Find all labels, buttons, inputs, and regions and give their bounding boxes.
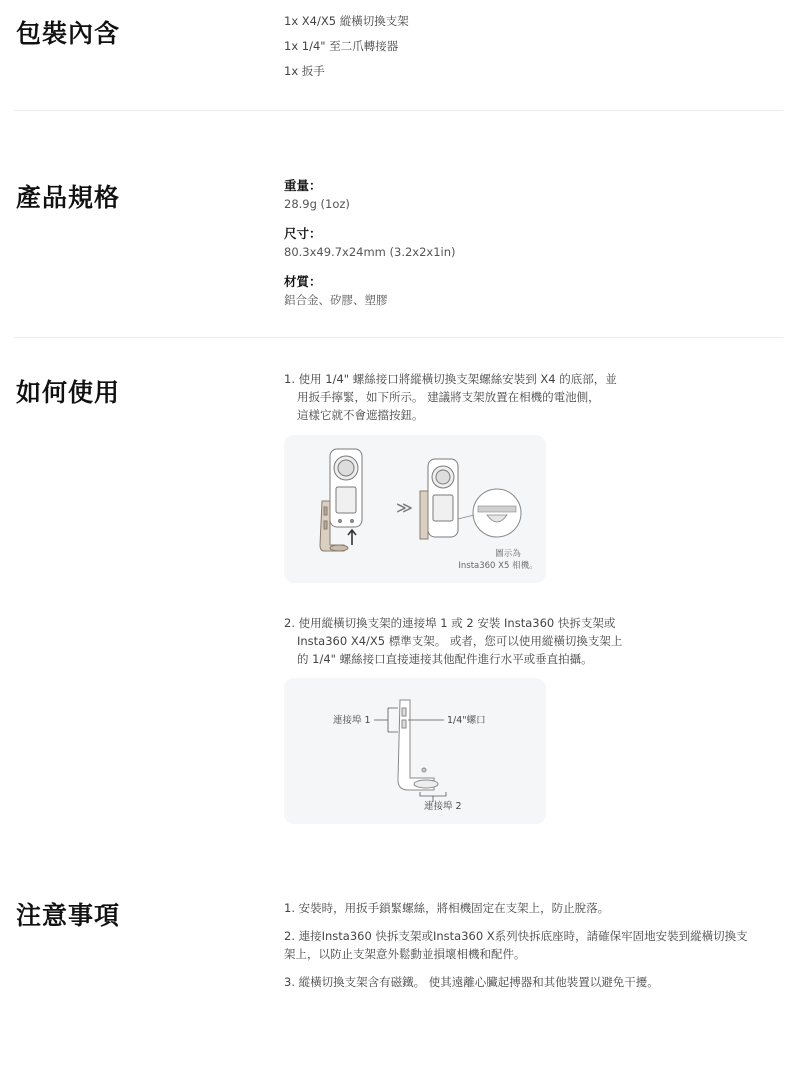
figure1-caption: 圖示為: [495, 549, 521, 559]
bracket-illustration: [398, 700, 438, 790]
arrow-up-icon: [348, 530, 356, 545]
specs-list: [284, 177, 784, 321]
mounted-camera-illustration: [420, 459, 458, 539]
package-section: [14, 0, 783, 110]
step1-line: 這樣它就不會遮擋按鈕。: [297, 408, 424, 422]
spec-value-size: 80.3x49.7x24mm (3.2x2x1in): [284, 245, 456, 259]
specs-section: [14, 111, 783, 336]
usage-step-1: [284, 370, 784, 424]
notes-title: 注意事項: [16, 901, 121, 930]
port1-callout-line: [374, 708, 398, 732]
step2-line: Insta360 X4/X5 標準支架。 或者，您可以使用縱橫切換支架上: [297, 634, 623, 648]
notes-section: [14, 890, 783, 1030]
package-list: [284, 9, 784, 84]
note-item: [284, 927, 784, 963]
usage-step-2: [284, 614, 784, 668]
zoom-detail-illustration: [458, 489, 521, 537]
screw-label: 1/4"螺口: [447, 715, 486, 726]
notes-list: [284, 899, 784, 1001]
usage-title: 如何使用: [16, 378, 121, 407]
camera-illustration: [330, 449, 362, 527]
install-illustration: [284, 435, 546, 583]
spec-label-material: 材質：: [284, 274, 322, 289]
ports-illustration: [284, 678, 546, 824]
ports-diagram: [284, 678, 546, 824]
package-item: 1x 扳手: [284, 64, 325, 78]
step1-line: 1. 使用 1/4" 螺絲接口將縱橫切換支架螺絲安裝到 X4 的底部，並: [284, 372, 617, 386]
note-line: 架上，以防止支架意外鬆動並損壞相機和配件。: [284, 947, 526, 961]
spec-value-weight: 28.9g (1oz): [284, 197, 350, 211]
step2-line: 2. 使用縱橫切換支架的連接埠 1 或 2 安裝 Insta360 快拆支架或: [284, 616, 616, 630]
specs-title: 產品規格: [16, 183, 121, 212]
usage-section: [14, 338, 783, 838]
port2-label: 連接埠 2: [424, 801, 462, 812]
package-item: 1x X4/X5 縱橫切換支架: [284, 14, 409, 28]
package-title: 包裝內含: [16, 19, 121, 48]
package-item: 1x 1/4" 至二爪轉接器: [284, 39, 399, 53]
note-line: 2. 連接Insta360 快拆支架或Insta360 X系列快拆底座時，請確保牢固地安裝到縱橫切換支: [284, 929, 748, 943]
step2-line: 的 1/4" 螺絲接口直接連接其他配件進行水平或垂直拍攝。: [297, 652, 593, 666]
install-diagram: [284, 435, 546, 583]
spec-value-material: 鋁合金、矽膠、塑膠: [284, 293, 388, 307]
spec-label-weight: 重量：: [284, 178, 322, 193]
figure1-caption: Insta360 X5 相機。: [458, 561, 538, 571]
spec-label-size: 尺寸：: [284, 226, 322, 241]
port1-label: 連接埠 1: [333, 715, 371, 726]
note-item: 3. 縱橫切換支架含有磁鐵。 使其遠離心臟起搏器和其他裝置以避免干擾。: [284, 975, 659, 989]
step1-line: 用扳手擰緊，如下所示。 建議將支架放置在相機的電池側，: [297, 390, 600, 404]
note-item: 1. 安裝時，用扳手鎖緊螺絲，將相機固定在支架上，防止脫落。: [284, 901, 610, 915]
double-chevron-icon: ≫: [396, 498, 413, 517]
